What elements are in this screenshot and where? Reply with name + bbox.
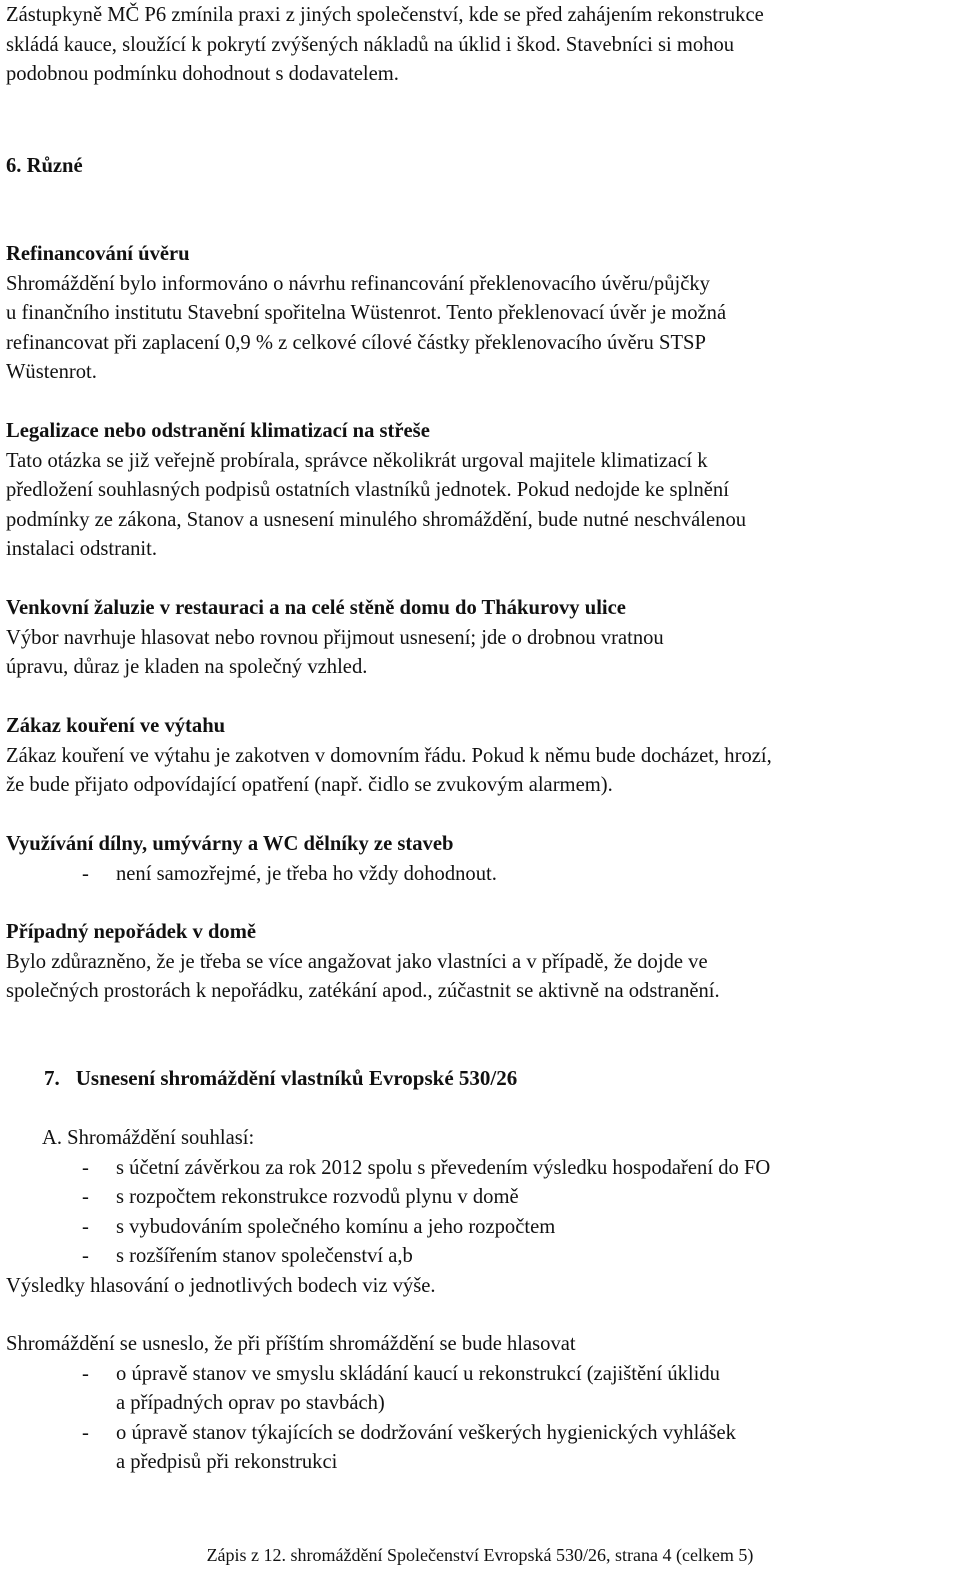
smoking-title: Zákaz kouření ve výtahu (6, 715, 226, 737)
list-item-text: s rozpočtem rekonstrukce rozvodů plynu v domě (116, 1186, 519, 1208)
text-line: předložení souhlasných podpisů ostatních vlastníků jednotek. Pokud nedojde ke splnění (6, 479, 729, 501)
smoking-section (6, 712, 956, 801)
text-line: instalaci odstranit. (6, 538, 157, 560)
text-line: úpravu, důraz je kladen na společný vzhled. (6, 656, 368, 678)
list-item (6, 1360, 956, 1390)
list-item-text: s vybudováním společného komínu a jeho rozpočtem (116, 1215, 556, 1238)
text-line: Zákaz kouření ve výtahu je zakotven v domovním řádu. Pokud k němu bude docházet, hrozí, (6, 744, 772, 767)
refinancing-title: Refinancování úvěru (6, 243, 190, 265)
dash-bullet: - (82, 1245, 89, 1267)
text-line: Zástupkyně MČ P6 zmínila praxi z jiných společenství, kde se před zahájením rekonstrukce (6, 4, 764, 26)
dash-bullet: - (82, 1186, 89, 1208)
next-meeting-intro: Shromáždění se usneslo, že při příštím shromáždění se bude hlasovat (6, 1333, 576, 1355)
list-item-text: o úpravě stanov ve smyslu skládání kaucí u rekonstrukcí (zajištění úklidu (116, 1362, 720, 1385)
list-item-continuation: a případných oprav po stavbách) (116, 1392, 385, 1414)
text-line: Wüstenrot. (6, 361, 97, 383)
resolution-a-label: A. Shromáždění souhlasí: (42, 1127, 255, 1149)
list-item-text: s účetní závěrkou za rok 2012 spolu s převedením výsledku hospodaření do FO (116, 1156, 771, 1179)
dash-bullet: - (82, 1215, 89, 1238)
resolution-a (6, 1124, 956, 1301)
section-6-heading: 6. Různé (6, 155, 83, 177)
list-item (6, 1183, 956, 1213)
refinancing-section (6, 240, 956, 388)
disorder-title: Případný nepořádek v domě (6, 921, 257, 943)
workshop-title: Využívání dílny, umývárny a WC dělníky ze staveb (6, 833, 454, 855)
dash-bullet: - (82, 1362, 89, 1385)
list-item (6, 1419, 956, 1449)
section-7-heading (44, 1066, 517, 1091)
text-line: že bude přijato odpovídající opatření (např. čidlo se zvukovým alarmem). (6, 774, 613, 796)
list-item (6, 1213, 956, 1243)
text-line: skládá kauce, sloužící k pokrytí zvýšených nákladů na úklid i škod. Stavebníci si mohou (6, 33, 735, 56)
text-line: Tato otázka se již veřejně probírala, správce několikrát urgoval majitele klimatizací k (6, 449, 708, 472)
list-item (6, 860, 956, 890)
list-item-continuation: a předpisů při rekonstrukci (116, 1451, 338, 1473)
intro-paragraph (6, 1, 956, 90)
dash-bullet: - (82, 1421, 89, 1444)
disorder-section (6, 918, 956, 1007)
text-line: Bylo zdůrazněno, že je třeba se více angažovat jako vlastníci a v případě, že dojde ve (6, 950, 708, 973)
text-line: podmínky ze zákona, Stanov a usnesení minulého shromáždění, bude nutné neschválenou (6, 508, 747, 531)
blinds-title: Venkovní žaluzie v restauraci a na celé stěně domu do Thákurovy ulice (6, 597, 626, 619)
page-footer: Zápis z 12. shromáždění Společenství Evropská 530/26, strana 4 (celkem 5) (206, 1545, 754, 1565)
workshop-section (6, 830, 956, 889)
dash-bullet: - (82, 862, 89, 885)
aircon-title: Legalizace nebo odstranění klimatizací na střeše (6, 420, 430, 442)
next-meeting-section (6, 1330, 956, 1478)
voting-results: Výsledky hlasování o jednotlivých bodech viz výše. (6, 1274, 436, 1297)
text-line: Shromáždění bylo informováno o návrhu refinancování překlenovacího úvěru/půjčky (6, 272, 710, 295)
list-item (6, 1154, 956, 1184)
aircon-section (6, 417, 956, 565)
section-7-number: 7. (44, 1066, 60, 1090)
text-line: u finančního institutu Stavební spořitelna Wüstenrot. Tento překlenovací úvěr je možná (6, 302, 727, 324)
list-item-text: o úpravě stanov týkajících se dodržování veškerých hygienických vyhlášek (116, 1421, 736, 1444)
text-line: podobnou podmínku dohodnout s dodavatelem. (6, 63, 399, 85)
list-item-text: není samozřejmé, je třeba ho vždy dohodnout. (116, 862, 497, 885)
text-line: Výbor navrhuje hlasovat nebo rovnou přijmout usnesení; jde o drobnou vratnou (6, 626, 664, 649)
blinds-section (6, 594, 956, 683)
text-line: refinancovat při zaplacení 0,9 % z celkové cílové částky překlenovacího úvěru STSP (6, 331, 706, 354)
text-line: společných prostorách k nepořádku, zatékání apod., zúčastnit se aktivně na odstranění. (6, 980, 720, 1002)
list-item-text: s rozšířením stanov společenství a,b (116, 1245, 413, 1267)
section-7-title: Usnesení shromáždění vlastníků Evropské 530/26 (75, 1066, 518, 1090)
list-item (6, 1242, 956, 1272)
dash-bullet: - (82, 1156, 89, 1179)
